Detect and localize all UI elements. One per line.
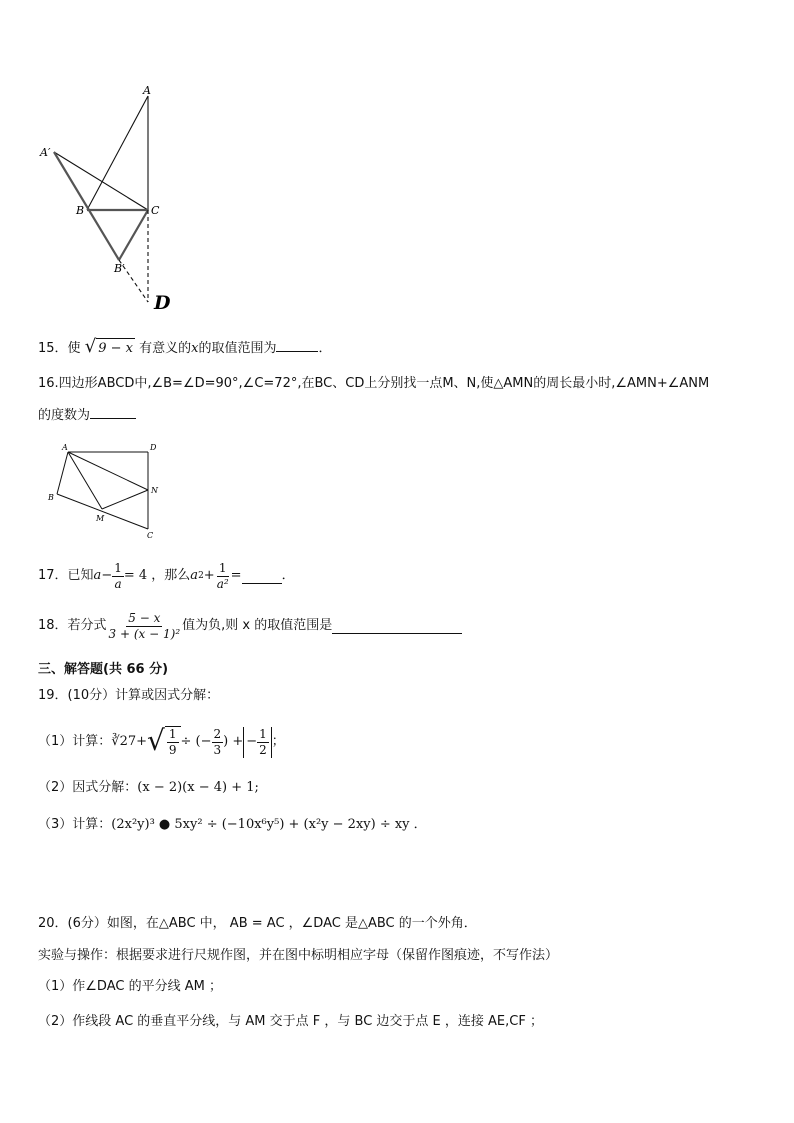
answer-blank[interactable] [242,569,282,584]
sqrt-fraction: √ $\frac{1}{9}$ [147,726,180,758]
answer-blank[interactable] [90,404,136,419]
question-20-head: 20．(6分）如图，在△ABC 中， AB = AC ，∠DAC 是△ABC 的一个外角． [38,916,477,931]
label-C: C [147,531,154,540]
fraction-1-over-a: $\frac{1}{a}$ [114,560,122,591]
sqrt-expression: √ 9 − x [84,336,133,357]
question-16-line1: 16.四边形ABCD中,∠B=∠D=90°,∠C=72°,在BC、CD上分别找一点M、N,使△AMN的周长最小时,∠AMN+∠ANM [38,376,710,391]
question-20-part1: （1）作∠DAC 的平分线 AM ； [38,979,222,994]
answer-blank[interactable] [332,619,462,634]
question-19-head: 19．(10分）计算或因式分解： [38,688,220,703]
section-heading: 三、解答题(共 66 分) [38,662,169,677]
label-M: M [96,514,105,523]
question-15: 15．使 √ 9 − x 有意义的x的取值范围为 ． [38,336,332,357]
question-17: 17．已知 a − $\frac{1}{a}$ = 4 ，那么 a 2 + $\frac{1}{\text{a²}}$ = ． [38,560,295,591]
label-D: D [150,443,157,452]
question-20-part2: （2）作线段 AC 的垂直平分线，与 AM 交于点 F ，与 BC 边交于点 E ，连接 AE,CF ； [38,1014,543,1029]
label-B: B [76,204,85,217]
absolute-value: − $\frac{1}{2}$ [243,727,272,758]
figure-triangle-reflection [30,80,190,320]
fraction-two-thirds: $\frac{2}{3}$ [213,726,222,757]
label-A: A [62,443,68,452]
question-16-line2: 的度数为 [38,404,136,426]
question-19-part3: （3）计算：(2x²y)³ ● 5xy² ÷ (−10x⁶y⁵) + (x²y − 2xy) ÷ xy ． [38,817,427,832]
answer-blank[interactable] [276,337,318,352]
question-20-task: 实验与操作：根据要求进行尺规作图，并在图中标明相应字母（保留作图痕迹，不写作法） [38,948,559,963]
label-B-prime: B′ [114,262,125,275]
label-C: C [151,204,160,217]
figure-quadrilateral [44,438,174,543]
fraction-expression: $\frac{5 - x}{\text{3 + (x − 1)²}}$ [108,610,181,641]
label-D: D [154,292,171,314]
label-N: N [151,486,158,495]
label-A: A [143,84,151,97]
label-B: B [48,493,54,502]
question-19-part2: （2）因式分解：(x − 2)(x − 4) + 1; [38,780,259,795]
question-18: 18．若分式 $\frac{5 - x}{\text{3 + (x − 1)²}}$ 值为负,则 x 的取值范围是 [38,608,462,644]
question-19-part1: （1）计算： ∛27 + √ $\frac{1}{9}$ ÷ (− $\frac{2}{3}$ ) + − $\frac{1}{2}$ ； [38,724,285,757]
fraction-1-over-a-squared: $\frac{1}{\text{a²}}$ [216,560,229,591]
label-A-prime: A′ [40,146,51,159]
